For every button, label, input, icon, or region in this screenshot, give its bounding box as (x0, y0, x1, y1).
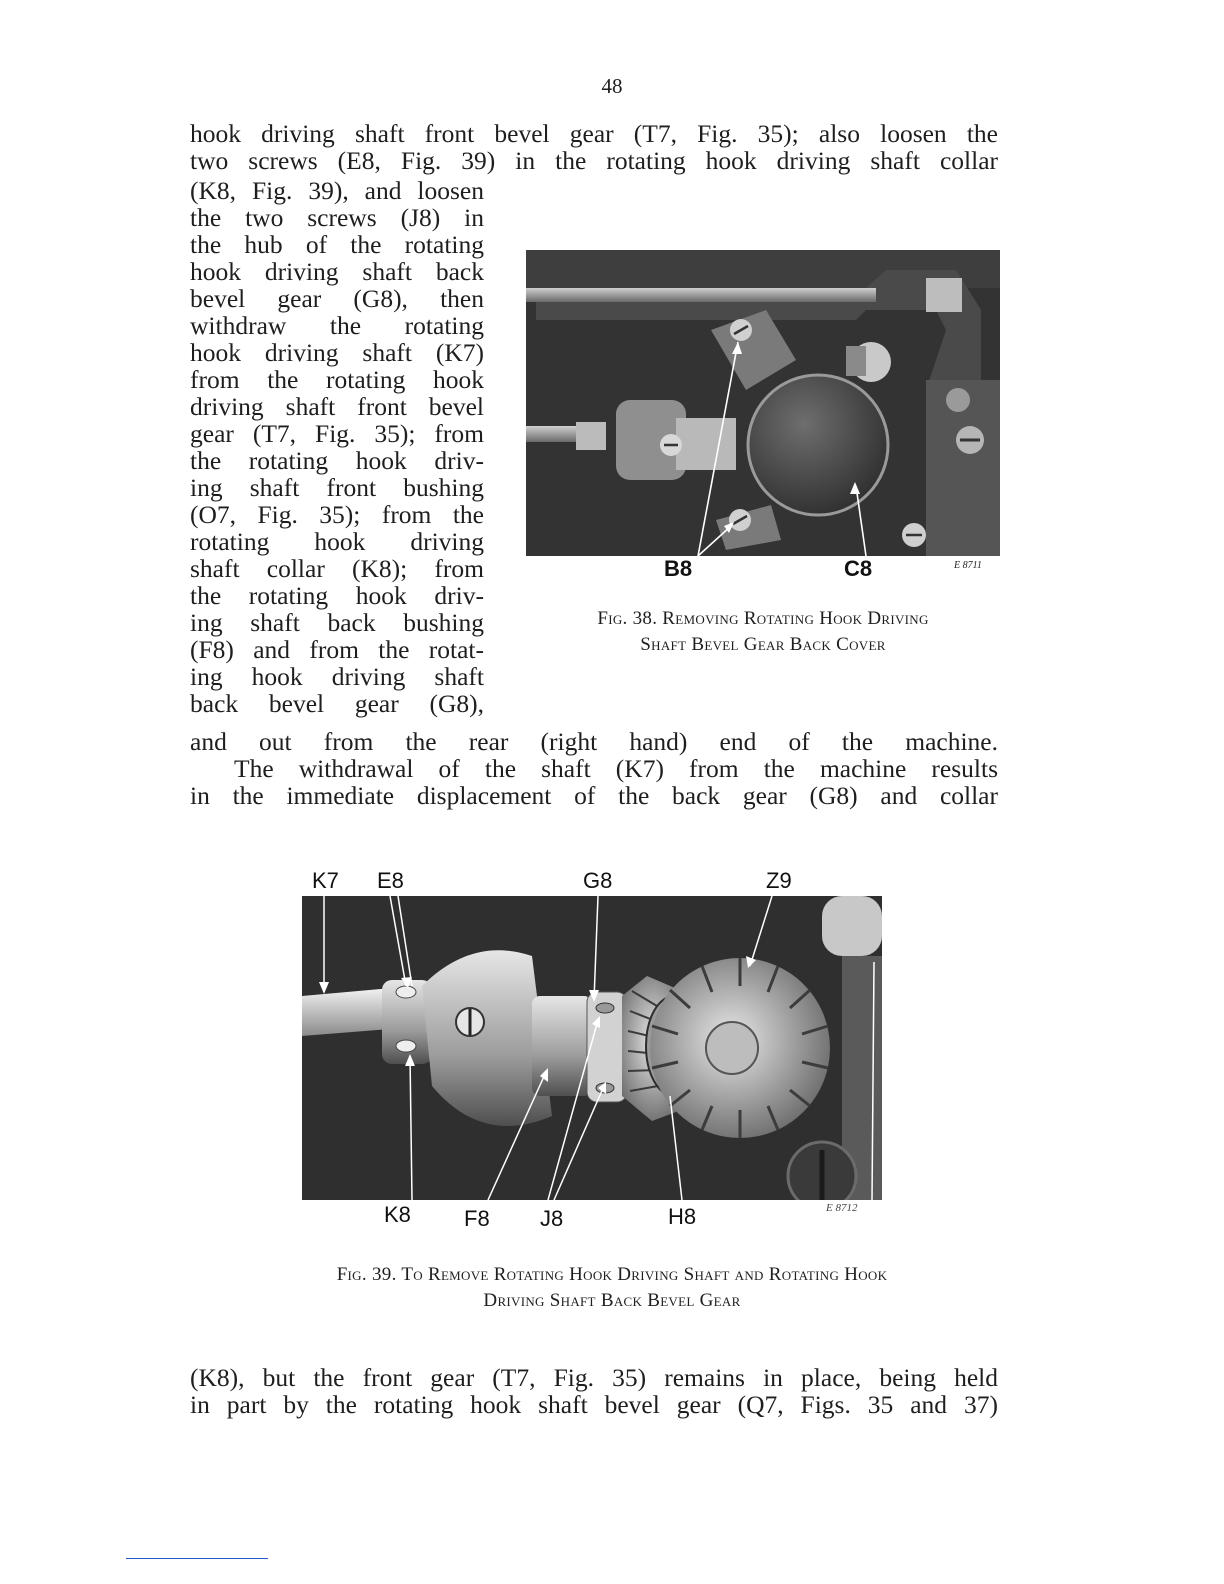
callout-j8: J8 (540, 1206, 564, 1231)
plate-code: E 8711 (954, 560, 982, 571)
body-line: rotating hook driving (190, 527, 484, 556)
callout-k8: K8 (384, 1202, 411, 1227)
body-line: from the rotating hook (190, 365, 484, 394)
callout-k7: K7 (312, 868, 339, 893)
body-line: and out from the rear (right hand) end of the machine. (190, 727, 998, 756)
bevel-gear-front (650, 958, 830, 1138)
body-line: back bevel gear (G8), (190, 689, 484, 718)
body-line: driving shaft front bevel (190, 392, 484, 421)
callout-c8: C8 (844, 556, 873, 581)
figure-39-illustration (302, 896, 882, 1200)
body-line: (K8, Fig. 39), and loosen (190, 176, 484, 205)
body-line: hook driving shaft back (190, 257, 484, 286)
figure-38-label-strip (526, 556, 1000, 580)
body-line: hook driving shaft (K7) (190, 338, 484, 367)
body-line: (F8) and from the rotat- (190, 635, 484, 664)
body-line: gear (T7, Fig. 35); from (190, 419, 484, 448)
body-line: shaft collar (K8); from (190, 554, 484, 583)
body-line: the two screws (J8) in (190, 203, 484, 232)
figure-38-caption (500, 606, 1026, 658)
caption-line: Fig. 38. Removing Rotating Hook Driving (597, 608, 929, 629)
callout-b8: B8 (664, 556, 693, 581)
footnote-rule (126, 1558, 268, 1559)
body-line: ing shaft back bushing (190, 608, 484, 637)
body-line: the rotating hook driv- (190, 446, 484, 475)
body-line: The withdrawal of the shaft (K7) from the machine results (234, 754, 998, 783)
figure-38-illustration (526, 250, 1000, 556)
body-line: hook driving shaft front bevel gear (T7, Fig. 35); also loosen the (190, 119, 998, 148)
page-number: 48 (601, 74, 623, 98)
body-line: withdraw the rotating (190, 311, 484, 340)
callout-f8: F8 (464, 1206, 490, 1231)
figure-39-caption (150, 1262, 1074, 1314)
figure-39-photo (302, 896, 882, 1200)
callout-h8: H8 (668, 1204, 697, 1229)
callout-z9: Z9 (766, 868, 792, 893)
body-line: ing hook driving shaft (190, 662, 484, 691)
figure-38-photo (526, 250, 1000, 556)
callout-e8: E8 (377, 868, 404, 893)
callout-g8: G8 (583, 868, 613, 893)
body-line: (O7, Fig. 35); from the (190, 500, 484, 529)
body-line: the hub of the rotating (190, 230, 484, 259)
caption-line: Fig. 39. To Remove Rotating Hook Driving Shaft and Rotating Hook (336, 1264, 888, 1285)
caption-line: Driving Shaft Back Bevel Gear (483, 1290, 741, 1311)
plate-code: E 8712 (826, 1202, 858, 1214)
body-line: ing shaft front bushing (190, 473, 484, 502)
body-line: bevel gear (G8), then (190, 284, 484, 313)
body-line: two screws (E8, Fig. 39) in the rotating hook driving shaft collar (190, 146, 998, 175)
body-line: (K8), but the front gear (T7, Fig. 35) remains in place, being held (190, 1363, 998, 1392)
body-line: the rotating hook driv- (190, 581, 484, 610)
body-line: in part by the rotating hook shaft bevel gear (Q7, Figs. 35 and 37) (190, 1390, 998, 1419)
body-line: in the immediate displacement of the back gear (G8) and collar (190, 781, 998, 810)
caption-line: Shaft Bevel Gear Back Cover (640, 634, 886, 655)
